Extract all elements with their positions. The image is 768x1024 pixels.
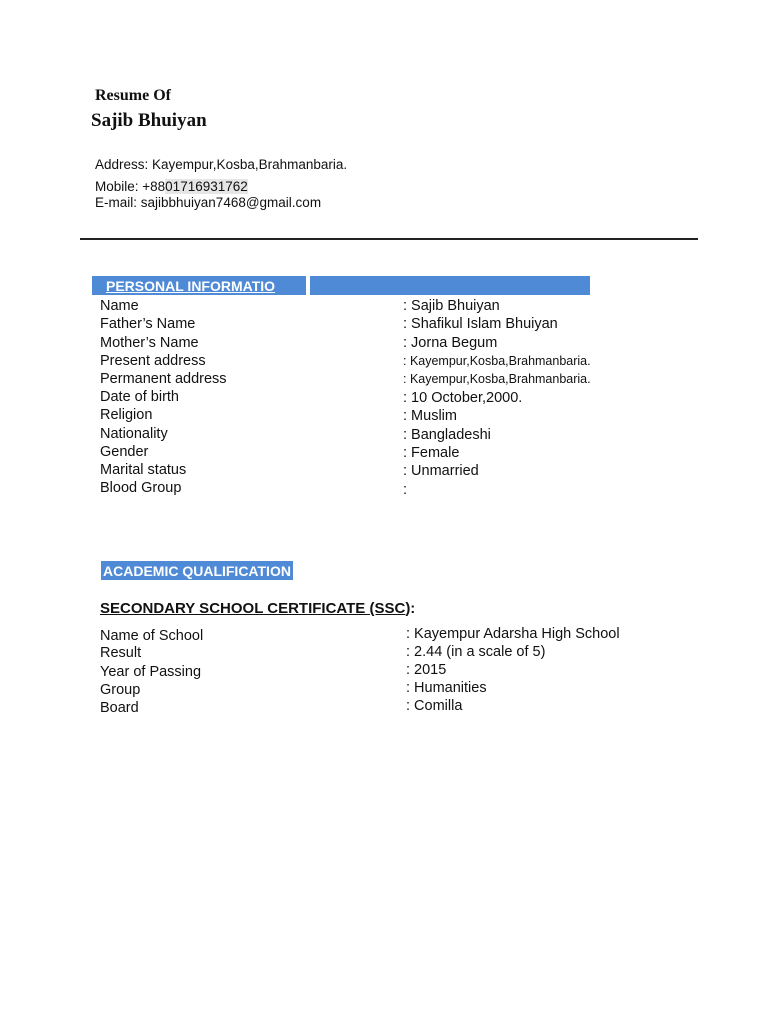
personal-row-value: : Female [403, 445, 460, 461]
personal-row-value: : Unmarried [403, 463, 479, 479]
personal-row-value: : Sajib Bhuiyan [403, 298, 500, 314]
personal-row-label: Father’s Name [100, 316, 196, 332]
candidate-name: Sajib Bhuiyan [91, 110, 207, 131]
personal-row-value: : Shafikul Islam Bhuiyan [403, 316, 558, 332]
personal-row-label: Date of birth [100, 389, 179, 405]
personal-row-label: Religion [100, 407, 153, 423]
personal-row-label: Gender [100, 444, 149, 460]
academic-row-label: Name of School [100, 628, 204, 644]
academic-row-value: : 2.44 (in a scale of 5) [406, 644, 546, 660]
personal-row-label: Blood Group [100, 480, 182, 496]
academic-row-label: Group [100, 682, 141, 698]
personal-row-value: : [403, 482, 408, 498]
personal-row-label: Permanent address [100, 371, 227, 387]
academic-row-label: Board [100, 700, 139, 716]
academic-row-label: Year of Passing [100, 664, 202, 680]
contact-address: Address: Kayempur,Kosba,Brahmanbaria. [95, 157, 348, 172]
personal-row-label: Present address [100, 353, 206, 369]
contact-email: E-mail: sajibbhuiyan7468@gmail.com [95, 195, 322, 210]
personal-row-label: Marital status [100, 462, 187, 478]
personal-row-value: : Muslim [403, 408, 457, 424]
personal-row-label: Name [100, 298, 139, 314]
personal-info-heading: PERSONAL INFORMATIO [92, 276, 306, 295]
personal-row-label: Mother’s Name [100, 335, 199, 351]
contact-mobile [95, 179, 248, 194]
academic-row-value: : 2015 [406, 662, 447, 678]
mobile-prefix: Mobile: +88 [95, 179, 166, 194]
academic-row-value: : Comilla [406, 698, 463, 714]
academic-row-label: Result [100, 645, 142, 661]
ssc-title [100, 600, 415, 617]
academic-row-value: : Kayempur Adarsha High School [406, 626, 620, 642]
personal-row-value: : Kayempur,Kosba,Brahmanbaria. [403, 372, 591, 386]
academic-heading: ACADEMIC QUALIFICATION [103, 563, 291, 579]
personal-row-value: : 10 October,2000. [403, 390, 523, 406]
ssc-title-text: SECONDARY SCHOOL CERTIFICATE (SSC [100, 600, 406, 617]
academic-row-value: : Humanities [406, 680, 487, 696]
mobile-number: 01716931762 [165, 179, 248, 194]
personal-row-value: : Kayempur,Kosba,Brahmanbaria. [403, 354, 591, 368]
heading-gap [306, 276, 310, 295]
resume-of-heading: Resume Of [95, 87, 171, 104]
personal-row-value: : Bangladeshi [403, 427, 491, 443]
header-divider [80, 238, 698, 240]
ssc-title-end: ): [405, 600, 416, 617]
personal-row-label: Nationality [100, 426, 168, 442]
personal-row-value: : Jorna Begum [403, 335, 498, 351]
